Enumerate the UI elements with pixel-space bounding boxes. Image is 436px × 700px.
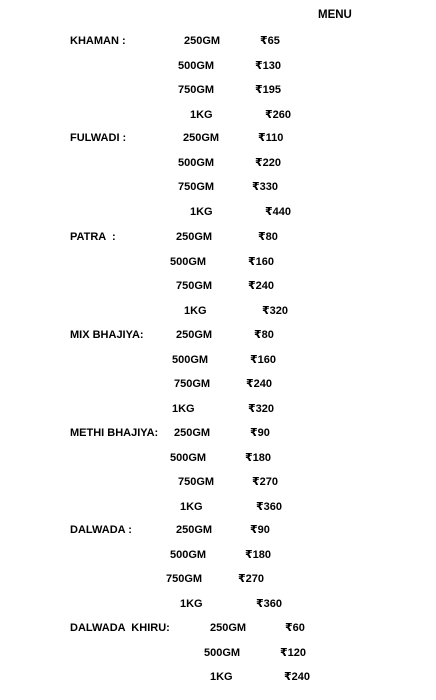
quantity-label: 500GM bbox=[170, 256, 207, 268]
item-name: MIX BHAJIYA: bbox=[70, 329, 144, 341]
price-label: ₹65 bbox=[260, 35, 280, 47]
item-name: DALWADA KHIRU: bbox=[70, 622, 170, 634]
item-name: KHAMAN : bbox=[70, 35, 126, 47]
quantity-label: 250GM bbox=[184, 35, 221, 47]
price-label: ₹240 bbox=[284, 671, 311, 683]
price-label: ₹240 bbox=[246, 378, 273, 390]
quantity-label: 750GM bbox=[178, 181, 215, 193]
quantity-label: 750GM bbox=[174, 378, 211, 390]
price-label: ₹330 bbox=[252, 181, 279, 193]
quantity-label: 750GM bbox=[176, 280, 213, 292]
price-label: ₹270 bbox=[238, 573, 265, 585]
price-label: ₹120 bbox=[280, 647, 307, 659]
price-label: ₹320 bbox=[262, 305, 289, 317]
item-name: PATRA : bbox=[70, 231, 116, 243]
quantity-label: 250GM bbox=[183, 132, 220, 144]
price-label: ₹440 bbox=[265, 206, 292, 218]
quantity-label: 1KG bbox=[190, 206, 213, 218]
quantity-label: 1KG bbox=[190, 109, 213, 121]
price-label: ₹180 bbox=[245, 549, 272, 561]
quantity-label: 500GM bbox=[170, 549, 207, 561]
quantity-label: 1KG bbox=[180, 501, 203, 513]
price-label: ₹90 bbox=[250, 524, 270, 536]
quantity-label: 250GM bbox=[174, 427, 211, 439]
price-label: ₹220 bbox=[255, 157, 282, 169]
quantity-label: 250GM bbox=[176, 524, 213, 536]
quantity-label: 1KG bbox=[184, 305, 207, 317]
quantity-label: 500GM bbox=[170, 452, 207, 464]
quantity-label: 250GM bbox=[210, 622, 247, 634]
quantity-label: 500GM bbox=[172, 354, 209, 366]
quantity-label: 1KG bbox=[180, 598, 203, 610]
price-label: ₹240 bbox=[248, 280, 275, 292]
quantity-label: 500GM bbox=[204, 647, 241, 659]
quantity-label: 750GM bbox=[178, 84, 215, 96]
price-label: ₹60 bbox=[285, 622, 305, 634]
quantity-label: 750GM bbox=[178, 476, 215, 488]
quantity-label: 1KG bbox=[172, 403, 195, 415]
price-label: ₹195 bbox=[255, 84, 282, 96]
quantity-label: 750GM bbox=[166, 573, 203, 585]
price-label: ₹360 bbox=[256, 501, 283, 513]
price-label: ₹270 bbox=[252, 476, 279, 488]
price-label: ₹360 bbox=[256, 598, 283, 610]
quantity-label: 250GM bbox=[176, 231, 213, 243]
price-label: ₹160 bbox=[250, 354, 277, 366]
item-name: FULWADI : bbox=[70, 132, 127, 144]
menu-title: MENU bbox=[318, 9, 352, 21]
price-label: ₹90 bbox=[250, 427, 270, 439]
price-label: ₹110 bbox=[258, 132, 284, 144]
price-label: ₹160 bbox=[248, 256, 275, 268]
price-label: ₹80 bbox=[258, 231, 278, 243]
item-name: METHI BHAJIYA: bbox=[70, 427, 159, 439]
price-label: ₹80 bbox=[254, 329, 274, 341]
quantity-label: 500GM bbox=[178, 157, 215, 169]
quantity-label: 1KG bbox=[210, 671, 233, 683]
item-name: DALWADA : bbox=[70, 524, 132, 536]
quantity-label: 250GM bbox=[176, 329, 213, 341]
quantity-label: 500GM bbox=[178, 60, 215, 72]
price-label: ₹130 bbox=[255, 60, 282, 72]
price-label: ₹260 bbox=[265, 109, 292, 121]
price-label: ₹180 bbox=[245, 452, 272, 464]
price-label: ₹320 bbox=[248, 403, 275, 415]
